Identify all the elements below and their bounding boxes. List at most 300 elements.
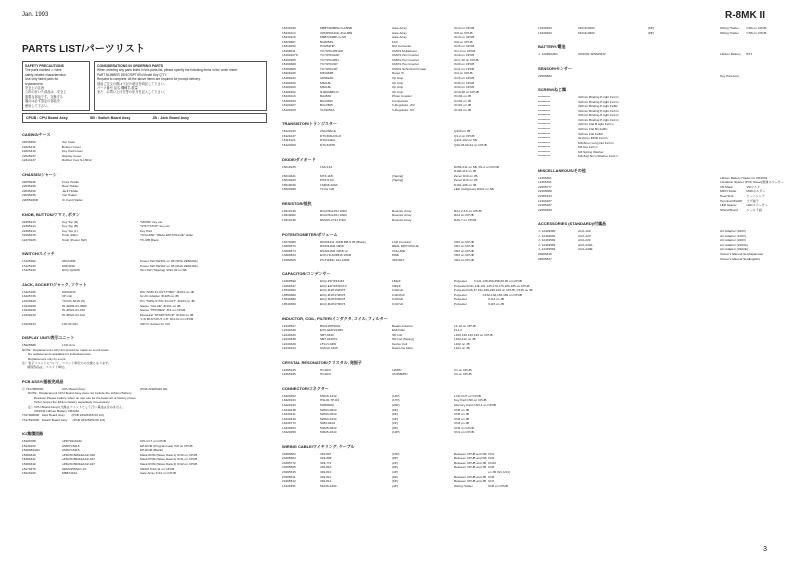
table-cell: **********: [538, 113, 551, 118]
table-cell: **********: [538, 154, 551, 159]
table-cell: 349-812: [320, 479, 332, 484]
table-cell: ⚠ 12449580: [538, 229, 556, 234]
box-line: 安全上の注意: [25, 86, 45, 91]
table-cell: IC6 on CPUB: [454, 39, 473, 44]
table-cell: V-Regulator -5V: [392, 107, 415, 112]
table-cell: 13125142: [22, 268, 36, 273]
table-cell: Mask ROM (Wave Data 3) IC32 on CPUB: [140, 461, 198, 466]
table-row: [538, 208, 773, 213]
table-cell: LCD Unit: [62, 343, 75, 348]
table-cell: [720, 154, 747, 159]
table-cell: C132-136,156,189 on CPUB: [482, 292, 522, 297]
table-cell: RA1,2,4,5 on CPUB: [454, 208, 482, 213]
table-cell: 53025-0810: [320, 425, 337, 430]
column-3: [538, 26, 784, 261]
table-cell: BT1: [746, 52, 753, 57]
table-cell: X2 on CPUB: [454, 372, 472, 377]
table-cell: 13449238: [282, 407, 296, 412]
table-cell: 349-810: [320, 465, 332, 470]
table-cell: 13549393: [282, 288, 296, 293]
table-cell: EP-ROM (Blank): [140, 448, 164, 453]
box-line: 使用して下さい。: [25, 103, 51, 108]
table-cell: uPD70216GM: [62, 439, 82, 444]
table-cell: 3x10mm BIND FeCrn: [578, 136, 608, 141]
table-cell: S8 Coil: [392, 332, 402, 337]
table-cell: 13449440: [282, 416, 296, 421]
table-cell: LCD Contrast: [392, 239, 411, 244]
table-cell: Between CPUB and JB: [454, 479, 486, 484]
table-cell: M5218L: [320, 85, 332, 90]
table-cell: X1 on CPUB: [454, 367, 472, 372]
table-cell: BA17805: [320, 103, 333, 108]
table-cell: 51016-0400: [320, 483, 337, 488]
box-line: 場合は必ず指定の部品を: [25, 99, 61, 104]
table-cell: HLJ0521-01-110: [62, 312, 85, 317]
table-cell: TC74HC02AP: [320, 53, 340, 58]
section-title: SWITCH/スイッチ: [22, 251, 55, 257]
table-cell: 15199788: [22, 439, 36, 444]
table-cell: 15449162: [22, 443, 36, 448]
table-cell: 52004-0610: [320, 412, 337, 417]
table-cell: Gate Array IC12 on CPUB: [140, 471, 176, 476]
box-line: 重要な部品です。交換する: [25, 94, 63, 99]
table-cell: Wiring Holder: [720, 30, 739, 35]
table-cell: YKC21-5218 (N): [62, 299, 85, 303]
table-cell: L101 on JB: [454, 346, 470, 351]
board-label: JB : Jack Board Assy: [152, 116, 190, 121]
table-cell: DTC343TK: [320, 143, 336, 148]
table-cell: LED (red/green) D201 on SB: [454, 187, 494, 192]
table-cell: **********: [538, 149, 551, 154]
table-cell: 13919146: [282, 208, 296, 213]
table-cell: 13919062: [282, 213, 296, 218]
table-cell: **********: [538, 108, 551, 113]
section-title: DISPLAY UNIT/表示ユニット: [22, 335, 75, 341]
table-cell: CN7: [488, 479, 495, 484]
table-cell: HC49/U: [320, 367, 332, 372]
column-2: [282, 26, 533, 488]
table-cell: **********: [538, 127, 551, 132]
table-cell: IC28 on CPUB: [454, 80, 475, 85]
table-cell: 13549380: [282, 297, 296, 302]
table-cell: REAL EDIT/VALUE: [392, 244, 419, 249]
table-row: [22, 238, 267, 243]
table-cell: C26,37,151,168,240,249 on CPUB, C145 on JB: [466, 288, 533, 293]
table-cell: Resistor Array: [392, 208, 412, 213]
table-row: [538, 31, 773, 36]
box-line: ⚠印の付いた部品は、安全上: [25, 90, 67, 95]
table-cell: FAX: [392, 39, 398, 44]
table-cell: Stereo "PHONES" JK1 on CPUB: [140, 308, 186, 313]
table-cell: 15319152: [282, 44, 296, 49]
table-cell: 0.001uF: [392, 288, 404, 293]
table-cell: 3x6mm Flat FeBC: [578, 131, 603, 136]
section-title: RESISTOR/抵抗: [282, 200, 312, 206]
table-cell: 15189106: [282, 85, 296, 90]
table-cell: CMOS Hex Inverter: [392, 57, 419, 62]
table-cell: [392, 143, 454, 148]
table-cell: M5218L: [320, 80, 332, 85]
table-cell: 22165069: [538, 189, 552, 194]
table-cell: [648, 208, 720, 213]
table-cell: "MODE" key etc.: [140, 219, 163, 224]
table-cell: [140, 198, 267, 203]
table-cell: ECQ-M1H333KP3: [320, 297, 346, 302]
table-cell: D252-241 on SB, D1,2 on CPUB: [454, 164, 499, 169]
table-cell: "L,R,MULTIOUT 1-8" JK2-10 on CPUB: [140, 317, 194, 322]
table-cell: 22505884: [538, 73, 552, 78]
box-line: replacement.: [25, 81, 44, 86]
table-cell: 130-02-001: [62, 321, 78, 326]
box-line: The parts marked ⚠ have: [25, 68, 62, 73]
table-cell: AC Adaptor (120V): [720, 233, 746, 238]
table-cell: [578, 208, 648, 213]
table-cell: Rear Holder: [62, 184, 79, 189]
table-row: [22, 198, 267, 203]
table-cell: (10P): [392, 451, 400, 456]
table-cell: 15129137: [282, 133, 296, 138]
table-cell: IC17,18 on CPUB: [454, 57, 479, 62]
section-note: NOTE: Replacement CPU Board Assy does not include the Lithium Battery. Because Please battery when on cpu use for the basis air of factory prices. Order proper the lithium battery separately if necessary. 注）CPU Board Assyの交換はユニットとして行い電池は含みません。 CR2032 Lithium Battery CR2032 7317808000 Jack Board Assy (PCB 22925456 00 1/2) 7317810000 Switch Board Assy (PCB 22925456 00 2/2): [22, 391, 137, 422]
table-cell: Key Pad Cover: [62, 149, 83, 154]
table-cell: CN10: [488, 460, 496, 465]
section-title: ACCESSORIES (STANDARD)/付属品: [538, 221, 607, 227]
table-cell: Ferrite Coil: [392, 341, 408, 346]
table-cell: 22055180D: [22, 197, 38, 202]
table-cell: 23495505: [282, 465, 296, 470]
table-cell: Key Pad Assy: [720, 73, 740, 78]
table-row: [282, 143, 522, 148]
table-cell: TLUG 126: [320, 187, 335, 192]
table-cell: 12479225: [22, 237, 36, 242]
table-row: [282, 430, 522, 435]
table-cell: Resistor Array: [392, 217, 412, 222]
table-cell: CPU IC7 on CPUB: [140, 439, 166, 444]
table-cell: **********: [538, 136, 551, 141]
table-cell: 23495515: [282, 470, 296, 474]
table-cell: IC16 on CPUB: [454, 44, 475, 49]
table-cell: ACA-220: [578, 238, 591, 243]
table-cell: 349-807: [320, 451, 332, 456]
table-cell: Polyester: [454, 288, 467, 293]
table-cell: TC74HC4051: [320, 57, 339, 62]
table-cell: 12MHz: [392, 367, 402, 372]
table-cell: CMOS Schmitt And Gate: [392, 66, 427, 71]
table-cell: 15169605: [282, 66, 296, 71]
table-cell: **********: [538, 117, 551, 122]
table-cell: FL1,2: [454, 328, 462, 333]
parts-col-1: [22, 132, 267, 476]
table-cell: C115 on JB: [488, 301, 504, 306]
table-cell: 3x6mm Binding P-tight FeCrn: [578, 99, 619, 104]
table-cell: (8P): [392, 407, 398, 412]
table-cell: C113 on JB: [488, 297, 504, 302]
table-cell: (6P): [648, 26, 654, 30]
table-cell: Terminal M3x08: [720, 198, 742, 203]
table-cell: Power SW SW101 on JB (SNG.ZE4010A): [140, 263, 198, 268]
table-row: [22, 158, 267, 163]
table-cell: IC102 on JB: [454, 94, 472, 99]
box-line: When ordering any parts listed in this parts list, please specify the following items in the order sheet:: [97, 68, 238, 73]
table-cell: CN5 on JB: [454, 412, 469, 417]
table-cell: **********: [538, 145, 551, 150]
table-cell: 13449208: [22, 303, 36, 308]
section-title: WIRING CABLE/ワイヤリング, ケーブル: [282, 443, 355, 449]
box-line: Request to complete: All the above items are required for prompt delivery.: [97, 77, 201, 82]
table-cell: 22495213: [22, 219, 36, 224]
table-cell: Between CPUB and JB: [454, 474, 486, 479]
box-line: PART NUMBER DESCRIPTION Model Key Q'TY: [97, 72, 167, 77]
table-cell: "STFT.STOP" key etc.: [140, 224, 171, 229]
table-cell: 15019125: [282, 164, 296, 169]
table-row: [282, 108, 522, 113]
table-cell: Lithium Battery Holder for CR2032: [720, 175, 768, 180]
table-cell: 1SS-133: [320, 164, 333, 169]
table-cell: 3x6mm Binding P-tight FeCrn: [578, 108, 619, 113]
table-cell: 22025415: [22, 149, 36, 154]
section-title: POTENTIOMETER/ボリューム: [282, 231, 338, 237]
table-row: [538, 257, 773, 262]
table-cell: **********: [538, 122, 551, 127]
table-cell: MIDI Holder: [720, 189, 737, 194]
table-cell: [140, 158, 267, 163]
table-cell: L103-112 on JB: [454, 337, 476, 342]
table-cell: 22045459: [22, 140, 36, 145]
table-cell: 13569380: [282, 292, 296, 297]
table-row: [538, 74, 773, 79]
section-title: CHASSIS/シャーシ: [22, 171, 57, 177]
table-cell: 15189220: [282, 80, 296, 85]
table-cell: 0.033uF: [392, 297, 404, 302]
table-cell: 12449330: [282, 341, 296, 346]
table-cell: D106-113 on JB: [454, 169, 477, 174]
table-cell: 13429234: [282, 398, 296, 403]
table-cell: PGT11B11 10A 10KB: [320, 257, 350, 262]
table-cell: 13289523: [282, 253, 296, 258]
table-cell: 22035236: [22, 179, 36, 184]
table-cell: (14P): [392, 393, 400, 398]
table-cell: 15199611: [282, 48, 296, 53]
table-cell: 51016-0600: [578, 26, 595, 30]
table-cell: ⚠ 12449583: [538, 242, 556, 247]
table-cell: RA6,7 on CPUB: [454, 217, 477, 222]
table-cell: CN5: [488, 465, 495, 470]
table-cell: 22365123: [538, 194, 552, 199]
table-cell: Key Top (R): [62, 219, 79, 224]
table-cell: SCD-R-1405: [320, 346, 338, 351]
table-cell: ACA-240E: [578, 247, 593, 252]
table-cell: Op Amp: [392, 89, 404, 94]
table-cell: AMD7C5115: [62, 443, 80, 448]
table-cell: 13369599: [282, 279, 296, 284]
table-cell: ECQ-M1H102KP3: [320, 288, 346, 293]
ordering-box: [94, 61, 267, 111]
table-cell: (Taping): [392, 178, 404, 183]
table-cell: 12269105: [282, 372, 296, 377]
table-cell: 15019026: [282, 182, 296, 187]
table-cell: 13439451: [282, 483, 296, 488]
table-cell: [747, 74, 774, 79]
table-cell: C141,148,250,258,60,90 on CPUB: [474, 279, 522, 284]
table-cell: TK-305 Black: [140, 237, 159, 242]
table-cell: 12449338: [282, 337, 296, 342]
table-cell: Bottom Cover: [62, 144, 81, 149]
table-cell: 152808444D: [22, 448, 40, 453]
table-cell: 3x6mm Binding P-tight FeCrn: [578, 113, 619, 118]
table-cell: IC104 on JB: [454, 107, 472, 112]
table-cell: 22255350: [538, 207, 552, 212]
table-cell: 15289440: [22, 452, 36, 457]
table-cell: 15169608: [282, 62, 296, 67]
table-cell: Ⓒ 7317809000: [22, 386, 44, 391]
table-cell: 51016-0800: [578, 30, 595, 35]
section-title: MISCELLANEOUS/その他: [538, 167, 586, 173]
table-cell: Wiring Holder: [720, 26, 739, 30]
table-cell: S8 Coil (Taping): [392, 337, 415, 342]
section-title: SCREW/ねじ類: [538, 87, 566, 93]
table-cell: IC Card Holder: [62, 197, 83, 202]
table-cell: Shield Board: [720, 207, 738, 212]
table-cell: Wiring Holder: [454, 483, 473, 488]
table-cell: Op Amp: [392, 85, 404, 90]
table-cell: OFFSET: [392, 257, 405, 262]
table-cell: (PCB 22925449 00): [140, 386, 168, 391]
table-cell: TC74HC04P: [320, 62, 338, 67]
table-cell: ECQ-E1H333KFT3: [320, 283, 347, 288]
table-cell: AD5624N: [320, 76, 334, 81]
table-row: [282, 302, 522, 307]
table-cell: Photo Coupler: [392, 94, 412, 99]
table-cell: 3x6mm Binding P-tight FeCrn: [578, 95, 619, 100]
table-cell: EVQ-Q2G0K: [62, 268, 80, 273]
table-cell: 5483-02A4: [320, 421, 336, 426]
table-cell: CN1: [488, 451, 495, 456]
table-cell: MB87420BPE-G-LBND: [320, 26, 353, 30]
table-cell: 15229607: [282, 39, 296, 44]
table-cell: CN5 on CPUB: [746, 30, 767, 35]
table-cell: Pin "TAPE SYNC IN,OUT" JK103 on JB: [140, 299, 195, 303]
table-cell: UPD65013GF-312-3B9: [320, 30, 353, 35]
table-cell: CN2: [488, 456, 495, 461]
table-cell: Jack Holder: [62, 188, 79, 193]
table-cell: Rubber Foot SJ-5012: [62, 158, 92, 163]
table-cell: "VOLUME" "REAL EDIT/VALUE" slider: [140, 233, 194, 238]
table-cell: [648, 74, 720, 79]
table-cell: D/A Converter: [392, 44, 412, 49]
table-row: [22, 268, 267, 273]
table-cell: 13289574: [282, 248, 296, 253]
section-title: CRYSTAL RESONATOR/クリスタル, 発振子: [282, 359, 362, 365]
table-cell: 15209105: [282, 71, 296, 76]
table-cell: 13439254: [282, 425, 296, 430]
section-title: CONNECTOR/コネクター: [282, 385, 329, 391]
table-cell: 22055777: [538, 184, 552, 189]
table-cell: CR2032 3ZNMH1W: [578, 52, 606, 57]
table-cell: (English): [747, 256, 760, 261]
table-cell: MB87419A: [62, 471, 78, 476]
table-cell: 13549360: [282, 301, 296, 306]
section-title: CAPACITOR/コンデンサー: [282, 271, 331, 277]
table-cell: Polyester: [454, 283, 467, 288]
table-cell: CN6 on CPUB: [746, 26, 767, 30]
table-cell: (4P): [392, 416, 398, 421]
table-cell: **********: [538, 99, 551, 104]
table-cell: Q1,2 on CPUB: [454, 133, 475, 138]
table-cell: 15169205: [282, 57, 296, 62]
table-cell: 15289442: [22, 461, 36, 466]
table-cell: Inst Holder: [62, 193, 77, 198]
table-cell: 13289573: [282, 244, 296, 249]
table-cell: 15239199: [282, 26, 296, 30]
table-cell: Polyester: [454, 301, 467, 306]
table-cell: (8P): [392, 465, 398, 470]
table-cell: BA10393: [320, 98, 333, 103]
box-line: safety-related characteristics.: [25, 72, 67, 77]
table-cell: 12449326: [282, 332, 296, 337]
table-cell: 15189194: [282, 98, 296, 103]
table-cell: IC4 on CPUB: [454, 71, 473, 76]
table-cell: 15019421: [282, 173, 296, 178]
table-cell: VRマスク: [746, 184, 761, 189]
table-cell: 13429233: [282, 402, 296, 407]
table-cell: 13919138: [282, 217, 296, 222]
table-cell: IC101 on JB: [454, 103, 472, 108]
table-cell: Heat Sink: [720, 194, 734, 199]
table-cell: 13439441: [282, 412, 296, 417]
table-cell: (20P): [392, 402, 400, 407]
table-cell: HC49/U: [320, 372, 332, 377]
table-cell: 22495219: [22, 233, 36, 238]
table-cell: Owner's Manual Set: [720, 256, 748, 261]
table-cell: ECQ-M1H473KP3: [320, 301, 346, 306]
table-cell: CN8 on JB: [454, 407, 469, 412]
notice-boxes: [22, 61, 267, 111]
table-cell: RK09K111 10KB MB.5.05 (Black): [320, 239, 366, 244]
table-cell: TC74HC14P: [320, 66, 338, 71]
table-cell: 15169107S: [282, 53, 298, 58]
table-cell: AMD7C5115: [62, 448, 80, 453]
table-cell: 23495511: [282, 474, 296, 479]
table-cell: VR Mask: [720, 184, 733, 189]
table-cell: SDKW40: [62, 263, 75, 268]
table-cell: M3 Nut FeCrn: [578, 145, 598, 150]
table-cell: 152pF: [392, 279, 401, 284]
table-cell: **********: [538, 131, 551, 136]
table-cell: IC20 on CPUB: [454, 62, 475, 67]
table-cell: PCM54HP: [320, 44, 335, 49]
section-title: PCB ASSY/基板完成品: [22, 378, 64, 384]
table-cell: 1SR35-200A: [320, 182, 338, 187]
table-cell: CN6 on JB: [454, 416, 469, 421]
table-cell: Power SW SW101 on JB (SNG.ZE5020A): [140, 259, 198, 264]
table-cell: CN1 on CPUB: [454, 430, 474, 435]
box-line: また、お買い上げ日等の年月を記入して下さい。: [97, 90, 168, 95]
table-cell: 349-810: [320, 470, 332, 474]
table-cell: 349-808: [320, 456, 332, 461]
table-cell: uPD23C8001EACZ-026: [62, 452, 96, 457]
table-cell: 32P IC Socket for IC9: [140, 321, 170, 326]
table-cell: 13429258: [282, 430, 296, 435]
table-cell: IC13 on CPUB: [454, 26, 475, 30]
table-cell: Key Pad CN9 on CPUB: [454, 398, 487, 403]
section-title: BATTERY/電池: [538, 44, 566, 50]
table-cell: (4P): [392, 483, 398, 488]
table-cell: TA7905FA: [320, 107, 335, 112]
table-cell: 22025237: [22, 153, 36, 158]
table-cell: uPD23C8001EACZ-027: [62, 461, 96, 466]
table-cell: 23495503: [282, 456, 296, 461]
table-cell: 12449144: [282, 346, 296, 351]
